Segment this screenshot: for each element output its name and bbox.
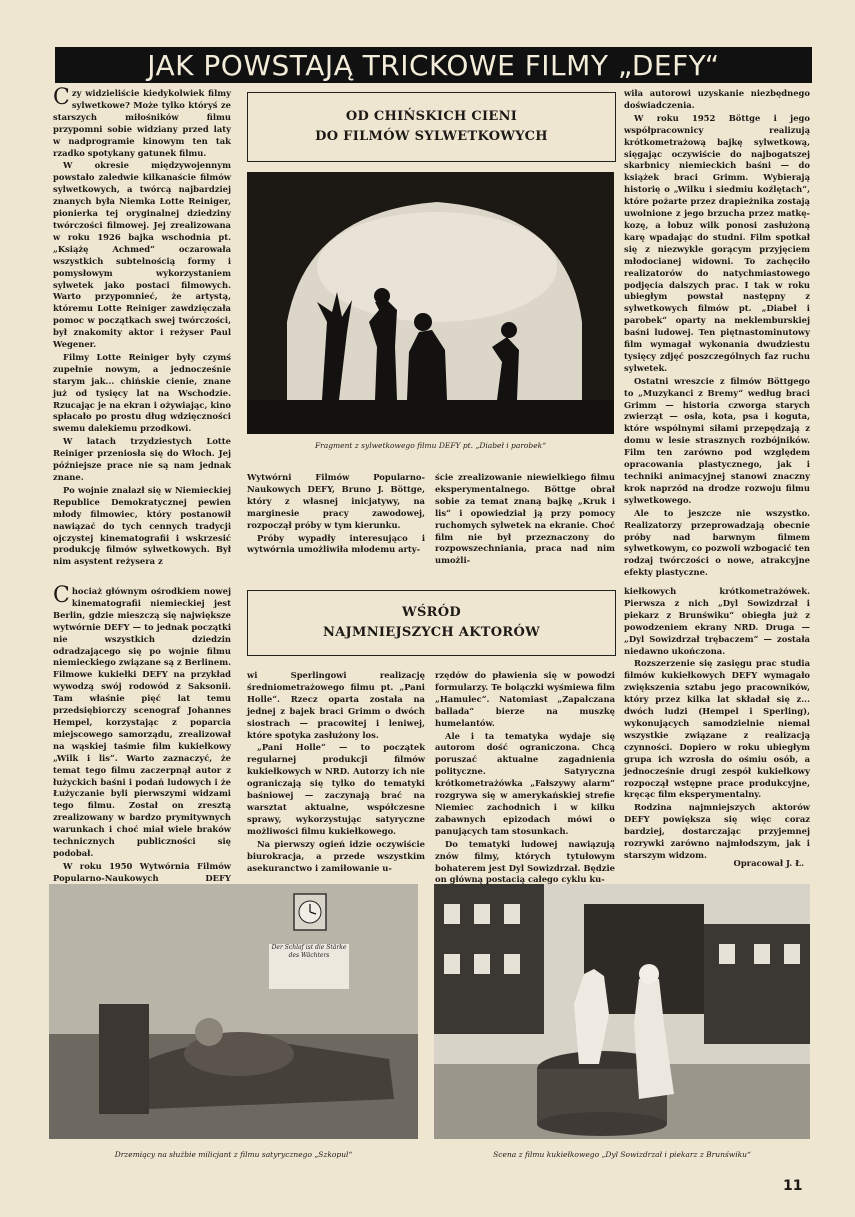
section1-heading-line2: DO FILMÓW SYLWETKOWYCH	[315, 129, 548, 144]
paragraph: W okresie międzywojennym powstało zaledwie kilkanaście filmów sylwetkowych, a twórcą najbardziej znanych była Niemka Lotte Reiniger, pionierka tej oryginalnej dziedziny twórczości filmowej. Jej zrealizowana w roku 1926 bajka wschodnia pt. „Książę Achmed“ oczarowała wszystkich subtelnością formy i pomysłowym wykorzystaniem sylwetek jako postaci filmowych. Warto przypomnieć, że artystą, któremu Lotte Reiniger zawdzięczała pomoc w początkach swej twórczości, był znakomity aktor i reżyser Paul Wegener.	[53, 160, 231, 350]
silhouette-scene-illustration	[247, 172, 614, 434]
paragraph: Ale to jeszcze nie wszystko. Realizatorzy przeprowadzają obecnie próby nad barwnym filmem sylwetkowym, co pozwoli wzbogacić ten rodzaj twórczości o nowe, atrakcyjne efekty plastyczne.	[624, 507, 810, 578]
headline: JAK POWSTAJĄ TRICKOWE FILMY „DEFY“	[147, 48, 720, 82]
puppet-town-illustration	[434, 884, 810, 1139]
paragraph: wi Sperlingowi realizację średniometrażowego filmu pt. „Pani Holle“. Rzecz oparta została na jednej z bajek braci Grimm o dwóch siostrach — pracowitej i leniwej, które spotyka zasłużony los.	[247, 670, 425, 740]
section2-column-4	[624, 586, 810, 860]
section2-column-3	[435, 670, 615, 885]
paragraph: kiełkowych krótkometrażówek. Pierwsza z nich „Dyl Sowizdrzał i piekarz z Brunświku“ obiegła już z powodzeniem ekrany NRD. Druga — „Dyl Sowizdrzał trębaczem“ — została niedawno ukończona.	[624, 586, 810, 656]
paragraph: Rodzina najmniejszych aktorów DEFY powiększa się więc coraz bardziej, dostarczając przyjemnej rozrywki zarówno najmłodszym, jak i starszym widzom.	[624, 802, 810, 860]
puppet-town-photo	[434, 884, 810, 1139]
paragraph: „Pani Holle“ — to początek regularnej produkcji filmów kukiełkowych w NRD. Autorzy ich nie ograniczają się tylko do tematyki baśniowej — zaczynają brać na warsztat aktualne, współczesne sprawy, wykorzystując satyryczne możliwości filmu kukiełkowego.	[247, 742, 425, 836]
paragraph: W roku 1952 Böttge i jego współpracownicy realizują krótkometrażową bajkę sylwetkową, sięgając oczywiście do najbogatszej skarbnicy niemieckich baśni — do książek braci Grimm. Wybierają historię o „Wilku i siedmiu koźlętach“, które pożarte przez drapieżnika zostają uwolnione z jego brzucha przez matkę-kozę, a łobuz wilk ponosi zasłużoną karę wpadając do studni. Film spotkał się z niezwykle gorącym przyjęciem młodocianej widowni. To zachęciło realizatorów do natychmiastowego podjęcia dalszych prac. I tak w roku ubiegłym powstał następny z sylwetkowych filmów pt. „Diabeł i parobek“ oparty na meklemburskiej baśni ludowej. Ten piętnastominutowy film wymagał wykonania dwudziestu tysięcy zdjęć poszczególnych faz ruchu sylwetek.	[624, 112, 810, 373]
silhouette-film-photo	[247, 172, 614, 434]
paragraph: rzędów do pławienia się w powodzi formularzy. Te bolączki wyśmiewa film „Hamulec“. Natomiast „Zapalczana ballada“ bierze na muszkę humelantów.	[435, 670, 615, 728]
right-photo-caption: Scena z filmu kukiełkowego „Dyl Sowizdrzał i piekarz z Brunświku“	[493, 1150, 751, 1159]
paragraph: Wytwórni Filmów Popularno-Naukowych DEFY, Bruno J. Böttge, który z własnej inicjatywy, na marginesie pracy zawodowej, rozpoczął próby w tym kierunku.	[247, 472, 425, 530]
section1-column-1	[53, 85, 231, 567]
paragraph: W latach trzydziestych Lotte Reiniger przeniosła się do Włoch. Jej późniejsze prace nie są nam jednak znane.	[53, 436, 231, 482]
paragraph: Po wojnie znalazł się w Niemieckiej Republice Demokratycznej pewien młody filmowiec, który postanowił nawiązać do tych cennych tradycji ojczystej kinematografii i wskrzesić produkcję filmów sylwetkowych. Był nim asystent reżysera z	[53, 484, 231, 567]
section1-column-3	[435, 472, 615, 566]
section1-column-4	[624, 88, 810, 578]
paragraph: Rozszerzenie się zasięgu prac studia filmów kukiełkowych DEFY wymagało zwiększenia sztabu jego pracowników, który przez kilka lat składał się z... dwóch ludzi (Hempel i Sperling), wykonujących samodzielnie niemal wszystkie związane z realizacją czynności. Dopiero w roku ubiegłym grupa ich wzrosła do ośmiu osób, a jednocześnie drugi zespół kukiełkowy rozpoczął wstępne prace produkcyjne, kręcąc film eksperymentalny.	[624, 658, 810, 800]
puppet-scene-illustration	[49, 884, 418, 1139]
left-photo-caption: Drzemiący na służbie milicjant z filmu satyrycznego „Szkopul“	[114, 1150, 353, 1159]
drop-cap: C	[53, 583, 70, 608]
paragraph: W roku 1950 Wytwórnia Filmów Popularno-Naukowych DEFY	[53, 860, 231, 883]
page-number: 11	[783, 1178, 803, 1194]
section1-column-2	[247, 472, 425, 557]
paragraph: Na pierwszy ogień idzie oczywiście biurokracja, a przede wszystkim asekuranctwo i zamiłowanie u-	[247, 838, 425, 873]
paragraph: Ale i ta tematyka wydaje się autorom dość ograniczona. Chcą poruszać aktualne zagadnienia polityczne. Satyryczna krótkometrażówka „Fałszywy alarm“ rozgrywa się w amerykańskiej strefie Niemiec zachodnich i w kilku zabawnych epizodach mówi o panujących tam stosunkach.	[435, 730, 615, 836]
paragraph: Do tematyki ludowej nawiązują znów filmy, których tytułowym bohaterem jest Dyl Sowizdrzał. Będzie on główną postacią całego cyklu ku-	[435, 838, 615, 885]
section2-heading-box	[247, 590, 616, 656]
paragraph: hociaż głównym ośrodkiem nowej kinematografii niemieckiej jest Berlin, gdzie mieszczą się największe wytwórnie DEFY — to jednak początki nie wszystkich dziedzin odradzającego się po wojnie filmu niemieckiego związane są z Berlinem. Filmowe kukiełki DEFY na przykład wywodzą swój rodowód z Saksonii. Tam właśnie pięć lat temu przedsiębiorczy scenograf Johannes Hempel, korzystając z poparcia miejscowego samorządu, zrealizował na wąskiej taśmie film kukiełkowy „Wilk i lis“. Warto zaznaczyć, że temat tego filmu zaczerpnął autor z łużyckich baśni i podań ludowych i że Łużyczanie byli pierwszymi widzami tego filmu. Został on zresztą zrealizowany w bardzo prymitywnych warunkach i choć miał wiele braków technicznych publiczności się podobał.	[53, 586, 231, 858]
paragraph: Ostatni wreszcie z filmów Böttgego to „Muzykanci z Bremy“ według braci Grimm — historia czworga starych zwierząt — osła, kota, psa i koguta, które wspólnymi siłami przepędzają z domu w lesie strasznych rozbójników. Film ten zarówno pod względem opracowania plastycznego, jak i techniki animacyjnej stanowi znaczny krok naprzód na drodze rozwoju filmu sylwetkowego.	[624, 375, 810, 505]
section1-heading-line1: OD CHIŃSKICH CIENI	[345, 109, 518, 124]
drop-cap: C	[53, 85, 70, 110]
section1-heading-box	[247, 92, 616, 162]
section2-heading-line1: WŚRÓD	[402, 605, 461, 620]
paragraph: wiła autorowi uzyskanie niezbędnego doświadczenia.	[624, 88, 810, 110]
section2-heading-line2: NAJMNIEJSZYCH AKTORÓW	[322, 625, 541, 640]
wall-sign: Der Schlaf ist die Stärke des Wächters	[271, 944, 347, 959]
paragraph: Filmy Lotte Reiniger były czymś zupełnie nowym, a jednocześnie starym jak... chińskie cienie, znane już od tysięcy lat na Wschodzie. Rzucając je na ekran i ożywiając, kino spłacało po prostu dług wdzięczności swemu dalekiemu przodkowi.	[53, 351, 231, 434]
paragraph: ście zrealizowanie niewielkiego filmu eksperymentalnego. Böttge obrał sobie za temat znaną bajkę „Kruk i lis“ i opowiedział ją przy pomocy ruchomych sylwetek na ekranie. Choć film nie był przeznaczony do rozpowszechniania, praca nad nim umożli-	[435, 472, 615, 566]
section2-column-1	[53, 583, 231, 883]
puppet-policeman-photo	[49, 884, 418, 1139]
author-signature: Opracował J. Ł.	[733, 858, 804, 868]
headline-banner	[55, 47, 812, 83]
section2-column-2	[247, 670, 425, 873]
photo-caption: Fragment z sylwetkowego filmu DEFY pt. „Diabeł i parobek“	[314, 441, 547, 450]
paragraph: zy widzieliście kiedykolwiek filmy sylwetkowe? Może tylko któryś ze starszych miłośników filmu przypomni sobie widziany przed laty w nadprogramie kinowym ten tak rzadko spotykany gatunek filmu.	[53, 88, 231, 158]
paragraph: Próby wypadły interesująco i wytwórnia umożliwiła młodemu arty-	[247, 532, 425, 555]
